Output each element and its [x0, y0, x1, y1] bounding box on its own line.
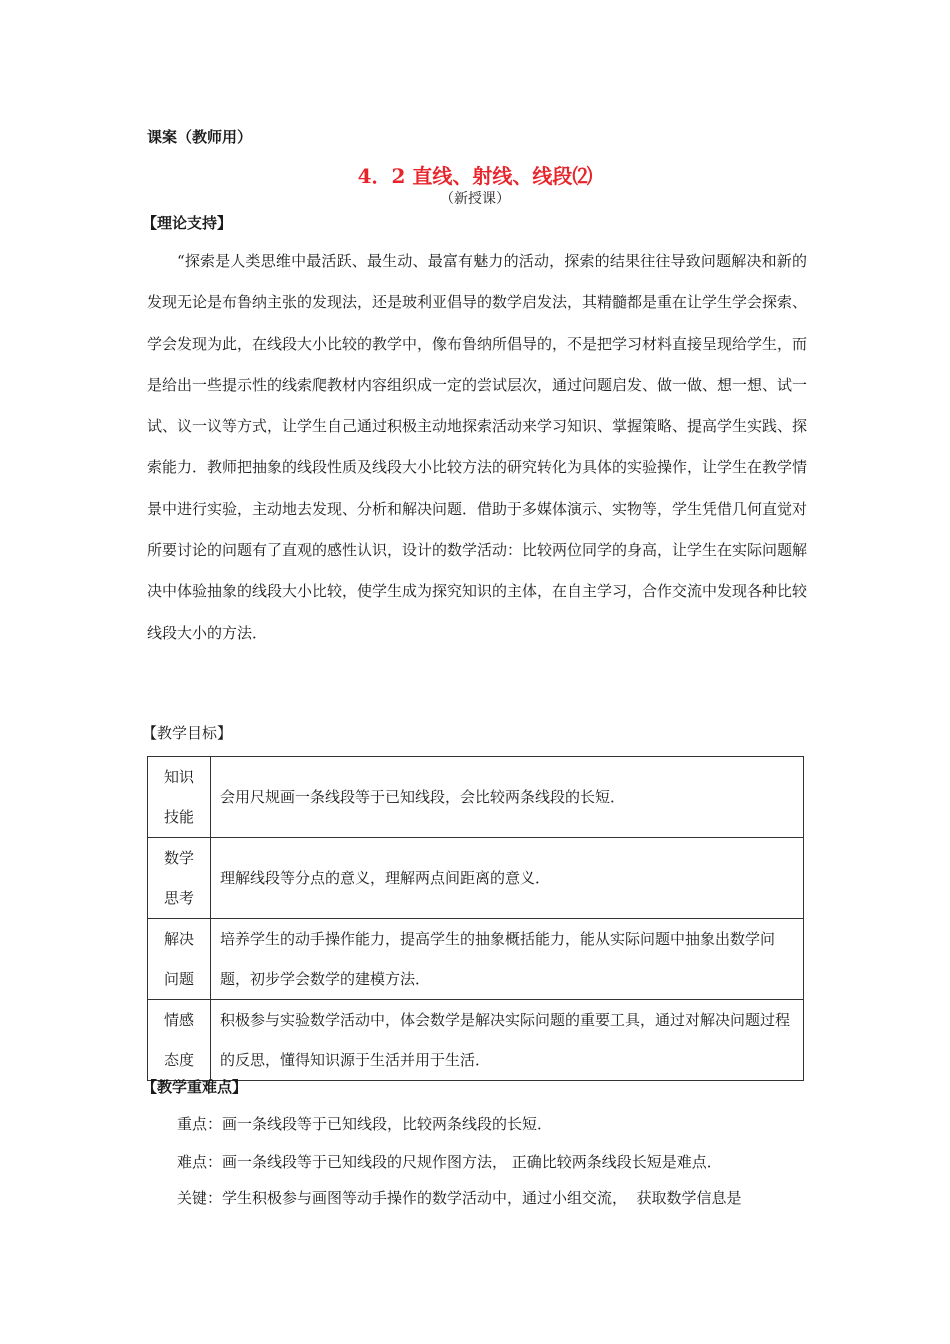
label-line-top: 情感 [163, 1011, 194, 1029]
goals-row-knowledge [148, 757, 804, 838]
keypoint-difficulty: 难点：画一条线段等于已知线段的尺规作图方法， 正确比较两条线段长短是难点． [177, 1153, 722, 1171]
theory-heading: 【理论支持】 [142, 214, 233, 232]
goals-row-thinking [148, 838, 804, 919]
goals-heading: 【教学目标】 [142, 724, 233, 742]
goals-row-label [148, 757, 211, 838]
goals-row-label [148, 919, 211, 1000]
lesson-title: 4．2 直线、射线、线段⑵ [357, 164, 593, 188]
goals-row-text: 培养学生的动手操作能力，提高学生的抽象概括能力，能从实际问题中抽象出数学问题，初步学会数学的建模方法． [211, 919, 804, 1000]
label-line-bottom: 技能 [163, 808, 194, 826]
goals-row-text: 积极参与实验数学活动中，体会数学是解决实际问题的重要工具，通过对解决问题过程的反思，懂得知识源于生活并用于生活． [211, 1000, 804, 1081]
label-line-bottom: 思考 [163, 889, 194, 907]
goals-row-problem-solving [148, 919, 804, 1000]
label-line-top: 数学 [163, 849, 194, 867]
label-line-bottom: 问题 [163, 970, 194, 988]
label-line-top: 解决 [163, 930, 194, 948]
lesson-subtitle: （新授课） [440, 191, 510, 207]
keypoint-focus: 重点：画一条线段等于已知线段，比较两条线段的长短． [177, 1115, 553, 1133]
keypoint-key: 关键：学生积极参与画图等动手操作的数学活动中，通过小组交流， 获取数学信息是 [177, 1189, 742, 1207]
goals-row-text: 会用尺规画一条线段等于已知线段，会比较两条线段的长短． [211, 757, 804, 838]
label-line-bottom: 态度 [163, 1051, 194, 1069]
goals-row-text: 理解线段等分点的意义，理解两点间距离的意义． [211, 838, 804, 919]
goals-row-label [148, 838, 211, 919]
goals-table [147, 756, 804, 1081]
theory-paragraph: “探索是人类思维中最活跃、最生动、最富有魅力的活动，探索的结果往往导致问题解决和新的发现无论是布鲁纳主张的发现法，还是玻利亚倡导的数学启发法，其精髓都是重在让学生学会探索、学会发现为此，在线段大小比较的教学中，像布鲁纳所倡导的，不是把学习材料直接呈现给学生，而是给出一些提示性的线索爬教材内容组织成一定的尝试层次，通过问题启发、做一做、想一想、试一试、议一议等方式，让学生自己通过积极主动地探索活动来学习知识、掌握策略、提高学生实践、探索能力．教师把抽象的线段性质及线段大小比较方法的研究转化为具体的实验操作，让学生在教学情景中进行实验，主动地去发现、分析和解决问题．借助于多媒体演示、实物等，学生凭借几何直觉对所要讨论的问题有了直观的感性认识，设计的数学活动：比较两位同学的身高，让学生在实际问题解决中体验抽象的线段大小比较，使学生成为探究知识的主体，在自主学习，合作交流中发现各种比较线段大小的方法． [147, 252, 808, 642]
keypoints-heading: 【教学重难点】 [142, 1078, 248, 1096]
label-line-top: 知识 [163, 768, 194, 786]
goals-row-label [148, 1000, 211, 1081]
document-kicker: 课案（教师用） [147, 128, 253, 146]
goals-row-attitude [148, 1000, 804, 1081]
